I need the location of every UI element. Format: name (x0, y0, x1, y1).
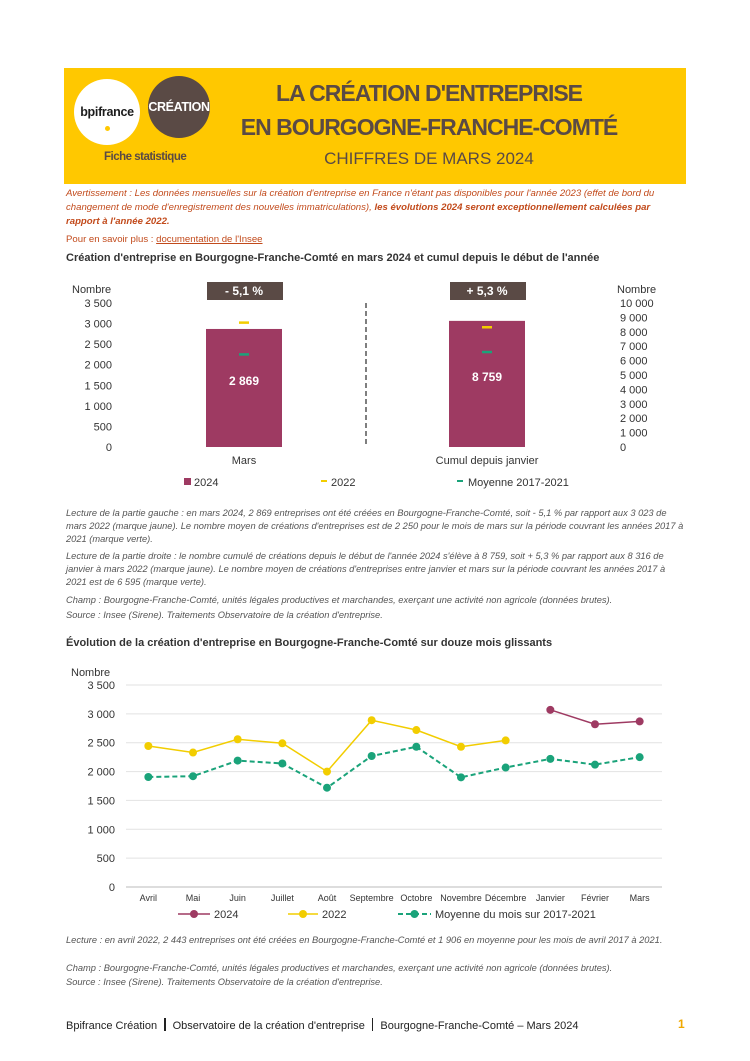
chart1-source: Source : Insee (Sirene). Traitements Observatoire de la création d'entreprise. (66, 610, 383, 620)
chart2-series-avg-point (636, 753, 644, 761)
chart1-champ: Champ : Bourgogne-Franche-Comté, unités légales productives et marchandes, exerçant une activité non agricole (données brutes). (66, 595, 613, 605)
footer-brand: Bpifrance Création (66, 1020, 158, 1032)
chart2-ytick: 1 500 (87, 795, 115, 808)
chart2-xtick: Mars (629, 893, 650, 903)
chart2-ytick: 2 000 (87, 766, 115, 779)
chart2-ytick: 500 (96, 853, 115, 866)
chart1-ytick-left: 3 500 (84, 298, 112, 310)
chart2-series-avg-line (148, 747, 639, 788)
chart1-ytick-left: 0 (105, 442, 112, 454)
chart1-evolution-label: + 5,3 % (466, 284, 508, 298)
chart2-line-chart (60, 660, 690, 930)
chart1-legend-swatch-2024 (184, 478, 191, 485)
creation-logo (148, 76, 210, 138)
chart2-series-avg-legend-label: Moyenne du mois sur 2017-2021 (435, 909, 596, 921)
chart1-ytick-right: 7 000 (620, 341, 648, 354)
chart2-champ: Champ : Bourgogne-Franche-Comté, unités légales productives et marchandes, exerçant une activité non agricole (données brutes). (66, 963, 613, 973)
footer-separator (164, 1018, 166, 1031)
chart1-ytick-left: 2 500 (84, 339, 112, 352)
chart2-series-avg-point (368, 752, 376, 760)
chart1-ytick-right: 5 000 (620, 370, 648, 382)
chart2-series-avg-point (502, 764, 510, 772)
bpifrance-logo (74, 79, 140, 145)
more-info (66, 234, 263, 245)
chart1-ytick-right: 0 (620, 442, 627, 454)
chart2-series-avg-point (144, 773, 152, 781)
chart1-legend-avg: Moyenne 2017-2021 (468, 477, 569, 489)
page-number: 1 (678, 1017, 685, 1031)
chart2-series-avg-point (278, 759, 286, 767)
chart2-xtick: Février (580, 893, 610, 903)
chart2-series-2024-point (546, 706, 554, 714)
footer-separator (372, 1018, 374, 1031)
chart2-series-2024-point (636, 717, 644, 725)
chart1-legend-2022: 2022 (331, 477, 356, 489)
chart2-series-2022-point (368, 716, 376, 724)
chart1-ylabel-right: Nombre (617, 284, 657, 296)
chart2-series-avg-point (546, 755, 554, 763)
page-title-line2: EN BOURGOGNE-FRANCHE-COMTÉ (240, 114, 618, 140)
chart2-ytick: 1 000 (87, 824, 115, 837)
chart2-xtick: Juin (229, 893, 246, 903)
chart1-ytick-right: 4 000 (620, 384, 648, 397)
insee-doc-link[interactable]: documentation de l'Insee (156, 234, 263, 245)
page-subtitle: CHIFFRES DE MARS 2024 (324, 149, 534, 168)
chart2-ytick: 2 500 (87, 737, 115, 750)
chart2-series-2022-point (502, 736, 510, 744)
chart2-series-avg-point (412, 743, 420, 751)
chart2-title: Évolution de la création d'entreprise en Bourgogne-Franche-Comté sur douze mois glissants (66, 637, 553, 649)
chart2-reading: Lecture : en avril 2022, 2 443 entreprises ont été créées en Bourgogne-Franche-Comté et 1 906 en moyenne pour les mois de avril 2017 à 2021. (66, 935, 663, 945)
chart1-bar-label: 2 869 (228, 373, 260, 388)
chart2-xtick: Octobre (400, 893, 433, 903)
chart1-ytick-right: 2 000 (620, 413, 648, 426)
chart1-title: Création d'entreprise en Bourgogne-Franche-Comté en mars 2024 et cumul depuis le début de l'année (66, 252, 600, 264)
chart2-series-2022-point (323, 768, 331, 776)
chart1-legend-2024: 2024 (194, 477, 219, 489)
chart1-ylabel-left: Nombre (72, 284, 112, 296)
chart2-ylabel: Nombre (71, 667, 111, 679)
chart2-series-avg-point (323, 784, 331, 792)
chart1-ytick-right: 8 000 (620, 326, 648, 339)
chart1-ytick-right: 10 000 (620, 298, 654, 310)
chart2-xtick: Janvier (535, 893, 565, 903)
chart2-source: Source : Insee (Sirene). Traitements Observatoire de la création d'entreprise. (66, 977, 383, 987)
chart2-series-2022-point (234, 735, 242, 743)
chart1-ytick-right: 6 000 (620, 355, 648, 368)
warning-text (66, 187, 686, 229)
creation-logo-text: CRÉATION (148, 100, 210, 114)
chart2-series-2022-point (412, 726, 420, 734)
chart2-ytick: 3 000 (87, 708, 115, 721)
chart1-evolution-label: - 5,1 % (224, 284, 264, 298)
chart1-ytick-right: 1 000 (620, 427, 648, 440)
chart1-ytick-left: 2 000 (84, 359, 112, 372)
chart1-bar-label: 8 759 (471, 369, 503, 384)
chart1-ytick-right: 9 000 (620, 312, 648, 325)
chart2-xtick: Septembre (349, 893, 394, 903)
chart1-ytick-left: 500 (93, 421, 112, 434)
chart1-ytick-left: 1 000 (84, 400, 112, 413)
page-title-line1: LA CRÉATION D'ENTREPRISE (275, 80, 583, 106)
footer-region-date: Bourgogne-Franche-Comté – Mars 2024 (380, 1020, 579, 1032)
chart1-ytick-right: 3 000 (620, 398, 648, 411)
chart2-series-2024-legend-marker (190, 910, 198, 918)
chart2-series-2022-line (148, 720, 505, 771)
bpifrance-logo-text: bpifrance (80, 105, 134, 119)
chart2-xtick: Mai (185, 893, 201, 903)
chart1-bar-chart (60, 278, 690, 498)
chart2-series-2022-point (189, 749, 197, 757)
chart2-xtick: Décembre (484, 893, 527, 903)
logo-dot (105, 126, 110, 131)
chart2-series-2024-legend-label: 2024 (214, 909, 239, 921)
header-banner (64, 68, 686, 184)
chart1-category-label: Mars (231, 455, 257, 467)
chart2-series-2022-point (278, 739, 286, 747)
chart2-xtick: Août (317, 893, 337, 903)
warning-bold: les évolutions 2024 seront exceptionnellement calculées par rapport à l'année 2022. (66, 202, 651, 227)
chart1-category-label: Cumul depuis janvier (435, 455, 539, 467)
chart1-ytick-left: 1 500 (84, 380, 112, 393)
chart2-series-avg-legend-marker (411, 910, 419, 918)
fiche-label: Fiche statistique (104, 151, 187, 163)
chart2-xtick: Juillet (270, 893, 294, 903)
chart2-series-avg-point (457, 773, 465, 781)
footer-observatory: Observatoire de la création d'entreprise (172, 1020, 365, 1032)
chart2-ytick: 3 500 (87, 680, 115, 692)
chart1-reading-left: Lecture de la partie gauche : en mars 2024, 2 869 entreprises ont été créées en Bourgogne-Franche-Comté, soit - 5,1 % par rapport aux 3 023 de mars 2022 (marque jaune). Le nombre moyen de créations d'entreprises est de 2 250 pour le mois de mars sur la période couvrant les années 2017 à 2021 (marque verte). (66, 508, 684, 544)
chart2-series-2022-legend-label: 2022 (322, 909, 347, 921)
chart2-series-2022-point (457, 743, 465, 751)
more-label: Pour en savoir plus : (66, 234, 157, 245)
chart2-ytick: 0 (108, 882, 115, 894)
chart2-series-2022-legend-marker (299, 910, 307, 918)
chart2-series-2024-point (591, 720, 599, 728)
warning-body: Avertissement : Les données mensuelles sur la création d'entreprise en France n'étant pas disponibles pour l'année 2023 (effet de bord du changement de mode d'enregistrement des nouvelles immatriculations), (66, 188, 655, 213)
chart2-series-avg-point (234, 757, 242, 765)
chart2-xtick: Novembre (440, 893, 482, 903)
chart2-series-2022-point (144, 742, 152, 750)
chart1-reading-right: Lecture de la partie droite : le nombre cumulé de créations depuis le début de l'année 2024 s'élève à 8 759, soit + 5,3 % par rapport aux 8 316 de janvier à mars 2022 (marque jaune). Le nombre moyen de créations d'entreprises entre janvier et mars sur la période couvrant les années 2017 à 2021 est de 6 595 (marque verte). (66, 551, 666, 587)
chart1-ytick-left: 3 000 (84, 318, 112, 331)
footer (66, 1018, 578, 1032)
chart2-series-avg-point (591, 761, 599, 769)
chart2-xtick: Avril (139, 893, 158, 903)
chart2-series-avg-point (189, 772, 197, 780)
